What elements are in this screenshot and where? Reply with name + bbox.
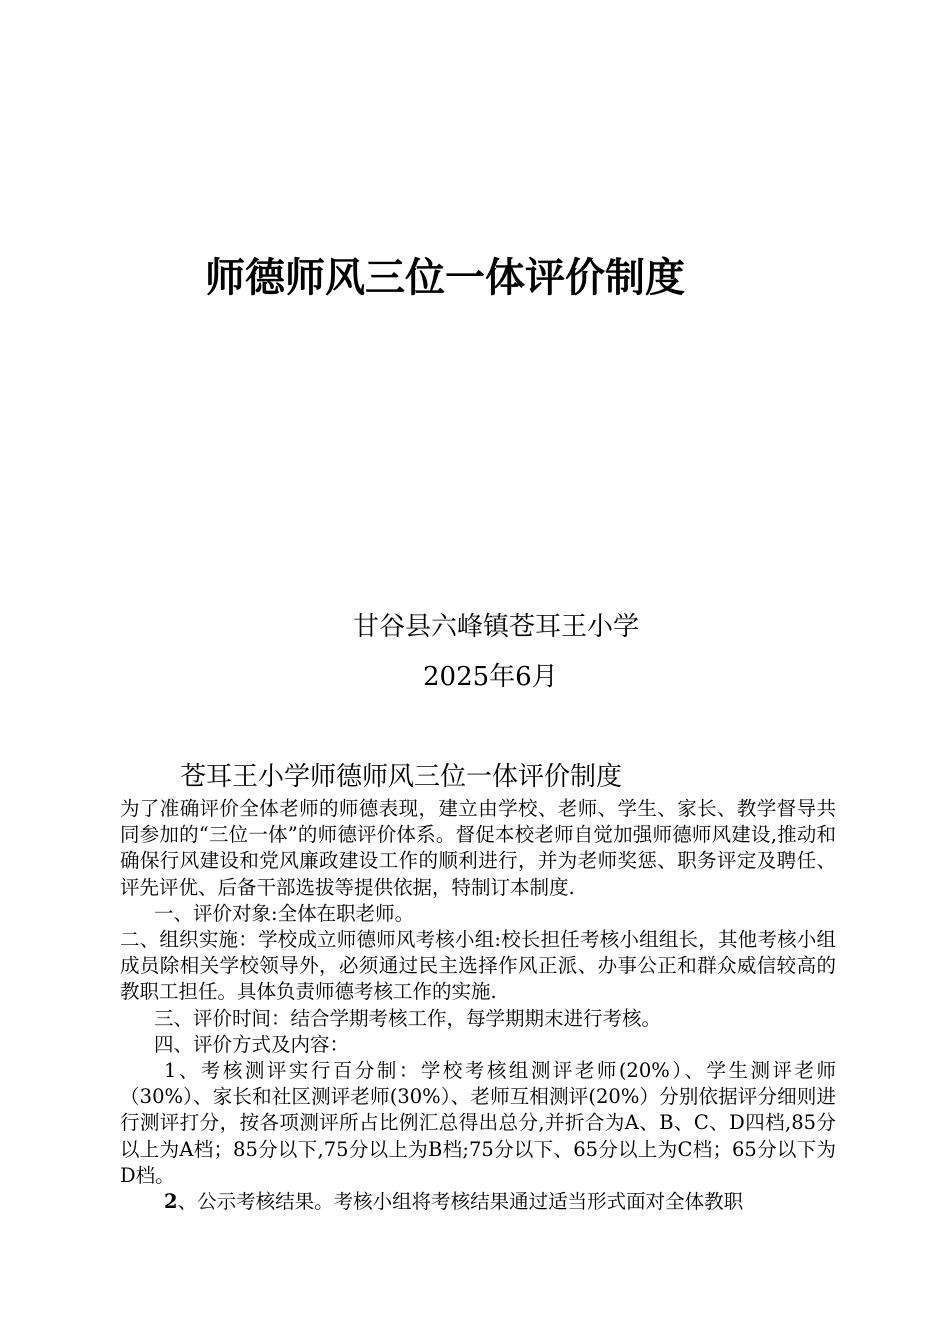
paragraph-evaluation-time: 三、评价时间：结合学期考核工作，每学期期末进行考核。 bbox=[154, 1006, 662, 1030]
paragraph-intro: 为了准确评价全体老师的师德表现，建立由学校、老师、学生、家长、教学督导共同参加的“三位一体”的师德评价体系。督促本校老师自觉加强师德师风建设,推动和确保行风建设和党风廉政建设工作的顺利进行，并为老师奖惩、职务评定及聘任、评先评优、后备干部选拔等提供依据，特制订本制度. bbox=[120, 797, 836, 899]
paragraph-publish-results bbox=[120, 1189, 836, 1215]
paragraph-evaluation-target: 一、评价对象:全体在职老师。 bbox=[154, 901, 415, 925]
paragraph-organization: 二、组织实施：学校成立师德师风考核小组:校长担任考核小组组长，其他考核小组成员除相关学校领导外，必须通过民主选择作风正派、办事公正和群众威信较高的教职工担任。具体负责师德考核工作的实施. bbox=[120, 928, 836, 1004]
document-date: 2025年6月 bbox=[423, 662, 558, 692]
school-name: 甘谷县六峰镇苍耳王小学 bbox=[353, 612, 640, 642]
document-body bbox=[120, 796, 836, 1215]
paragraph-scoring: 1、考核测评实行百分制：学校考核组测评老师(20%）、学生测评老师（30%）、家长和社区测评老师(30%）、老师互相测评(20%）分别依据评分细则进行测评打分，按各项测评所占比例汇总得出总分,并折合为A、B、C、D四档,85分以上为A档；85分以下,75分以上为B档;75分以下、65分以上为C档；65分以下为D档。 bbox=[120, 1059, 836, 1187]
cover-title: 师德师风三位一体评价制度 bbox=[205, 255, 685, 301]
paragraph-number: 2 bbox=[164, 1190, 178, 1214]
paragraph-evaluation-method: 四、评价方式及内容： bbox=[154, 1032, 350, 1056]
paragraph-text: 、公示考核结果。考核小组将考核结果通过适当形式面对全体教职 bbox=[177, 1190, 744, 1214]
document-heading: 苍耳王小学师德师风三位一体评价制度 bbox=[180, 762, 623, 792]
